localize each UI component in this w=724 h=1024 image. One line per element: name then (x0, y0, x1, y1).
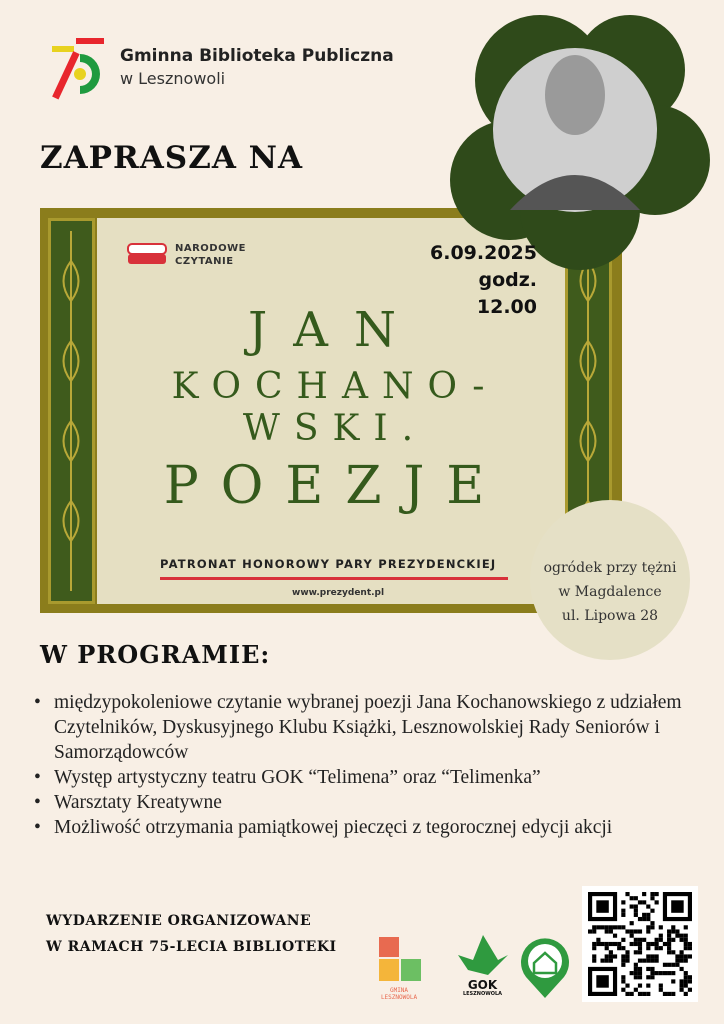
badge-line1: NARODOWE (175, 243, 246, 254)
event-date: 6.09.2025 (430, 242, 537, 264)
location-line3: ul. Lipowa 28 (561, 608, 659, 624)
program-item: • Warsztaty Kreatywne (34, 790, 694, 815)
badge-line2: CZYTANIE (175, 256, 234, 267)
gok-logo-text: GOK (467, 978, 498, 992)
program-item: • Występ artystyczny teatru GOK “Telimena” oraz “Telimenka” (34, 765, 694, 790)
portrait-clover (440, 10, 715, 270)
red-divider (160, 577, 508, 580)
location-line1: ogródek przy tężni (543, 560, 677, 576)
program-item: • Możliwość otrzymania pamiątkowej pieczęci z tegorocznej edycji akcji (34, 815, 694, 840)
title-line3: WSKI. (242, 408, 428, 449)
title-line1: JAN (248, 302, 422, 358)
location-circle (530, 500, 690, 660)
title-line4: POEZJE (163, 456, 507, 516)
book-flag-icon (127, 243, 167, 265)
location-line2: w Magdalence (558, 584, 662, 600)
program-list (34, 690, 694, 840)
program-heading: W PROGRAMIE: (40, 640, 271, 669)
organizer-line2: W RAMACH 75-LECIA BIBLIOTEKI (46, 939, 337, 955)
library-location: w Lesznowoli (120, 69, 226, 88)
program-item: • międzypokoleniowe czytanie wybranej poezji Jana Kochanowskiego z udziałem Czytelników, Dyskusyjnego Klubu Książki, Lesznowolskiej Rady Seniorów i Samorządowców (34, 690, 694, 765)
qr-code[interactable] (582, 886, 698, 1002)
gmina-logo (374, 935, 424, 1005)
event-time: godz. 12.00 (476, 269, 537, 318)
library-name: Gminna Biblioteka Publiczna (120, 46, 394, 66)
gmina-logo-text: GMINA LESZNOWOLA (380, 987, 418, 1001)
narodowe-czytanie-badge (175, 242, 246, 268)
patronage-text: PATRONAT HONOROWY PARY PREZYDENCKIEJ (160, 557, 497, 571)
gok-logo-sub: LESZNOWOLA (462, 991, 503, 997)
qr-code-pattern (588, 892, 692, 996)
organizer-note (46, 908, 337, 960)
location-pin-house-icon (520, 937, 570, 999)
website-link[interactable]: www.prezydent.pl (292, 588, 385, 598)
organizer-line1: WYDARZENIE ORGANIZOWANE (46, 913, 312, 929)
title-line2: KOCHANO- (171, 366, 499, 407)
gok-logo (455, 935, 510, 1005)
ornament-left (48, 218, 95, 604)
invite-heading: ZAPRASZA NA (40, 140, 304, 176)
library-75-logo (50, 36, 110, 100)
